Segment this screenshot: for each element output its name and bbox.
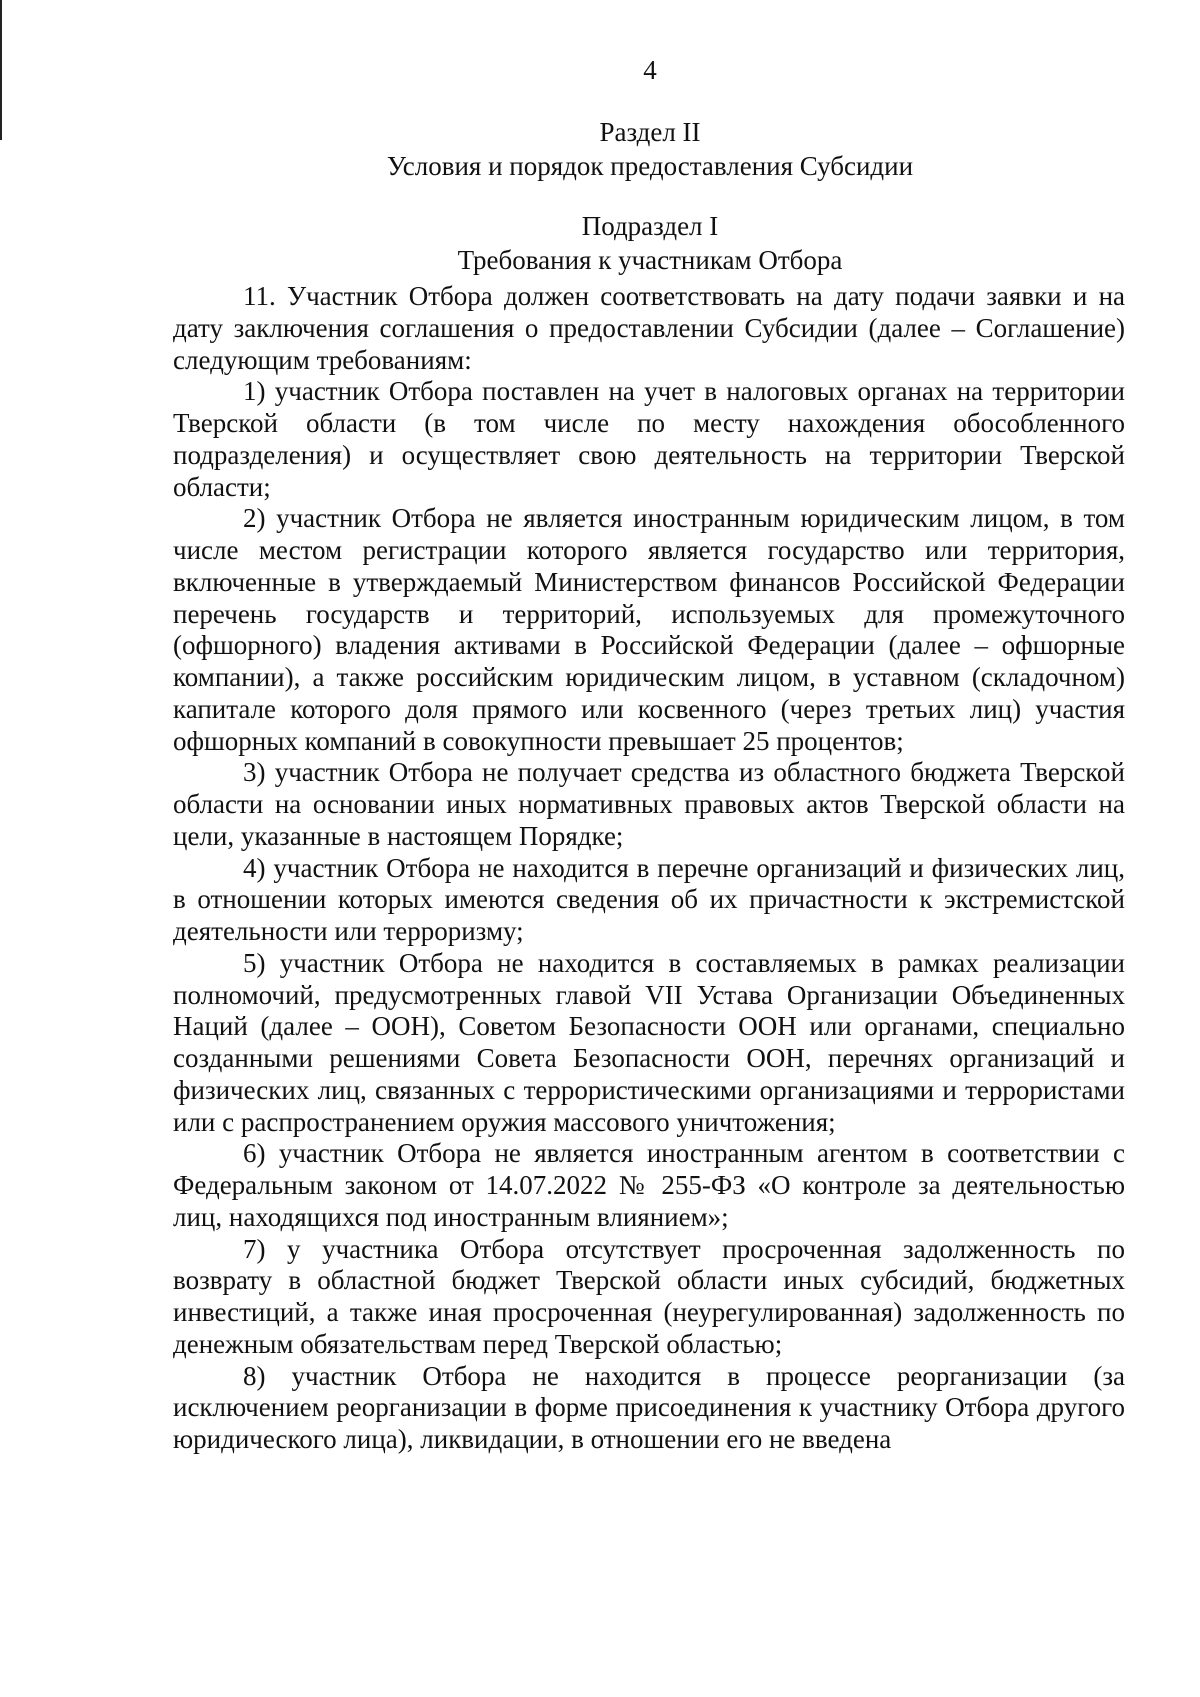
subsection-title: Требования к участникам Отбора bbox=[457, 245, 843, 275]
body-text bbox=[173, 281, 1125, 1456]
subsection-label: Подраздел I bbox=[581, 211, 719, 241]
section-label: Раздел II bbox=[599, 117, 701, 147]
paragraph-item-7: 7) у участника Отбора отсутствует просроченная задолженность по возврату в областной бюджет Тверской области иных субсидий, бюджетных инвестиций, а также иная просроченная (неурегулированная) задолженность по денежным обязательствам перед Тверской областью; bbox=[173, 1233, 1125, 1359]
paragraph-item-1: 1) участник Отбора поставлен на учет в налоговых органах на территории Тверской области (в том числе по месту нахождения обособленного подразделения) и осуществляет свою деятельность на территории Тверской области; bbox=[173, 376, 1125, 502]
paragraph-item-3: 3) участник Отбора не получает средства из областного бюджета Тверской области на основании иных нормативных правовых актов Тверской области на цели, указанные в настоящем Порядке; bbox=[173, 757, 1125, 851]
paragraph-item-2: 2) участник Отбора не является иностранным юридическим лицом, в том числе местом регистрации которого является государство или территория, включенные в утверждаемый Министерством финансов Российской Федерации перечень государств и территорий, используемых для промежуточного (офшорного) владения активами в Российской Федерации (далее – офшорные компании), а также российским юридическим лицом, в уставном (складочном) капитале которого доля прямого или косвенного (через третьих лиц) участия офшорных компаний в совокупности превышает 25 процентов; bbox=[173, 503, 1125, 756]
paragraph-item-5: 5) участник Отбора не находится в составляемых в рамках реализации полномочий, предусмотренных главой VII Устава Организации Объединенных Наций (далее – ООН), Советом Безопасности ООН или органами, специально созданными решениями Совета Безопасности ООН, перечнях организаций и физических лиц, связанных с террористическими организациями и террористами или с распространением оружия массового уничтожения; bbox=[173, 947, 1125, 1137]
paragraph-item-8: 8) участник Отбора не находится в процессе реорганизации (за исключением реорганизации в форме присоединения к участнику Отбора другого юридического лица), ликвидации, в отношении его не введена bbox=[173, 1360, 1125, 1454]
section-title: Условия и порядок предоставления Субсидии bbox=[386, 151, 914, 181]
heading-gap bbox=[0, 183, 1200, 209]
paragraph-item-6: 6) участник Отбора не является иностранным агентом в соответствии с Федеральным законом от 14.07.2022 № 255-ФЗ «О контроле за деятельностью лиц, находящихся под иностранным влиянием»; bbox=[173, 1138, 1125, 1232]
headings-block bbox=[0, 115, 1200, 277]
page-number: 4 bbox=[643, 55, 657, 85]
paragraph-11: 11. Участник Отбора должен соответствовать на дату подачи заявки и на дату заключения соглашения о предоставлении Субсидии (далее – Соглашение) следующим требованиям: bbox=[173, 281, 1125, 375]
paragraph-item-4: 4) участник Отбора не находится в перечне организаций и физических лиц, в отношении которых имеются сведения об их причастности к экстремистской деятельности или терроризму; bbox=[173, 852, 1125, 946]
